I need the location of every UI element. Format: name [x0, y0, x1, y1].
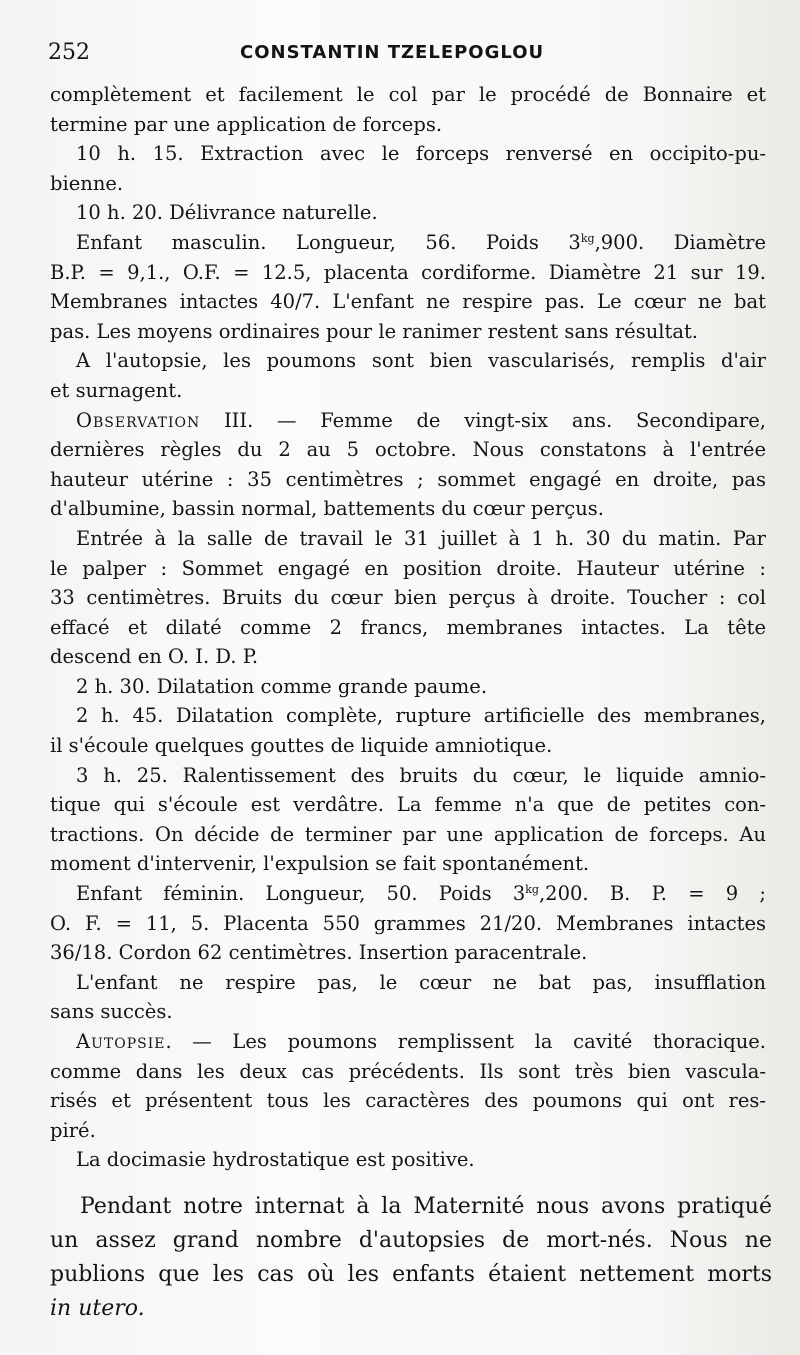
- line-text: tique qui s'écoule est verdâtre. La femme n'a que de petites con-: [50, 793, 766, 817]
- text-line: [50, 642, 766, 672]
- text-line: [50, 465, 766, 495]
- closing-line: [50, 1190, 772, 1224]
- text-line: [50, 406, 766, 436]
- text-line: [50, 317, 766, 347]
- line-text: hauteur utérine : 35 centimètres ; sommet engagé en droite, pas: [50, 467, 766, 491]
- text-line: [50, 701, 766, 731]
- text-line: [50, 228, 766, 258]
- running-title: CONSTANTIN TZELEPOGLOU: [240, 42, 545, 63]
- small-caps-heading: Autopsie: [76, 1030, 166, 1053]
- line-text: 10 h. 15. Extraction avec le forceps renversé en occipito-pu-: [76, 142, 766, 166]
- line-text: in utero.: [50, 1296, 145, 1321]
- line-text: III. — Femme de vingt-six ans. Secondipare,: [200, 408, 766, 432]
- text-line: [50, 287, 766, 317]
- text-line: [50, 1145, 766, 1175]
- line-text: Membranes intactes 40/7. L'enfant ne respire pas. Le cœur ne bat: [50, 290, 766, 314]
- line-text: 10 h. 20. Délivrance naturelle.: [76, 201, 378, 225]
- line-text: La docimasie hydrostatique est positive.: [76, 1148, 475, 1172]
- line-text: le palper : Sommet engagé en position droite. Hauteur utérine :: [50, 556, 766, 580]
- text-line: [50, 1086, 766, 1116]
- text-line: [50, 879, 766, 909]
- line-text-tail: ,900. Diamètre: [594, 230, 767, 254]
- line-text: effacé et dilaté comme 2 francs, membranes intactes. La tête: [50, 615, 766, 639]
- text-line: [50, 731, 766, 761]
- text-line: [50, 376, 766, 406]
- text-line: [50, 613, 766, 643]
- text-line: [50, 1116, 766, 1146]
- unit-superscript: kg: [525, 883, 539, 897]
- closing-line: [50, 1292, 772, 1326]
- line-text: 36/18. Cordon 62 centimètres. Insertion paracentrale.: [50, 941, 588, 965]
- line-text: un assez grand nombre d'autopsies de mort-nés. Nous ne: [50, 1228, 772, 1253]
- line-text: termine par une application de forceps.: [50, 112, 443, 136]
- line-text: comme dans les deux cas précédents. Ils sont très bien vascula-: [50, 1059, 766, 1083]
- line-text: Enfant masculin. Longueur, 56. Poids 3: [76, 230, 581, 254]
- line-text-tail: ,200. B. P. = 9 ;: [538, 882, 766, 906]
- text-line: [50, 849, 766, 879]
- text-line: [50, 1057, 766, 1087]
- line-text: O. F. = 11, 5. Placenta 550 grammes 21/20. Membranes intactes: [50, 911, 766, 935]
- line-text: complètement et facilement le col par le procédé de Bonnaire et: [50, 83, 766, 106]
- line-text: dernières règles du 2 au 5 octobre. Nous constatons à l'entrée: [50, 438, 766, 462]
- unit-superscript: kg: [580, 231, 595, 245]
- closing-paragraph: [50, 1190, 772, 1326]
- line-text: L'enfant ne respire pas, le cœur ne bat pas, insufflation: [76, 970, 766, 994]
- line-text: sans succès.: [50, 1000, 173, 1024]
- text-line: [50, 346, 766, 376]
- running-head: [48, 40, 760, 70]
- line-text: piré.: [50, 1118, 96, 1142]
- text-line: [50, 790, 766, 820]
- line-text: Pendant notre internat à la Maternité nous avons pratiqué: [80, 1194, 772, 1219]
- line-text: moment d'intervenir, l'expulsion se fait spontanément.: [50, 852, 590, 876]
- line-text: B.P. = 9,1., O.F. = 12.5, placenta cordiforme. Diamètre 21 sur 19.: [50, 260, 766, 284]
- line-text: 2 h. 30. Dilatation comme grande paume.: [76, 674, 488, 698]
- line-text: A l'autopsie, les poumons sont bien vascularisés, remplis d'air: [76, 349, 766, 373]
- text-line: [50, 494, 766, 524]
- line-text: et surnagent.: [50, 378, 183, 402]
- text-line: [50, 997, 766, 1027]
- line-text: 2 h. 45. Dilatation complète, rupture artificielle des membranes,: [76, 704, 766, 728]
- text-line: [50, 968, 766, 998]
- line-text: pas. Les moyens ordinaires pour le ranimer restent sans résultat.: [50, 319, 698, 343]
- page-number: 252: [48, 40, 90, 65]
- text-line: [50, 1027, 766, 1057]
- text-line: [50, 169, 766, 199]
- text-line: [50, 583, 766, 613]
- text-line: [50, 761, 766, 791]
- text-line: [50, 554, 766, 584]
- text-line: [50, 139, 766, 169]
- text-line: [50, 435, 766, 465]
- body-text: [50, 80, 766, 1175]
- small-caps-heading: Observation: [76, 408, 201, 432]
- line-text: publions que les cas où les enfants étaient nettement morts: [50, 1262, 772, 1287]
- line-text: tractions. On décide de terminer par une application de forceps. Au: [50, 822, 766, 846]
- line-text: bienne.: [50, 171, 124, 195]
- line-text: Enfant féminin. Longueur, 50. Poids 3: [76, 882, 526, 906]
- text-line: [50, 909, 766, 939]
- text-line: [50, 938, 766, 968]
- text-line: [50, 80, 766, 110]
- text-line: [50, 524, 766, 554]
- text-line: [50, 110, 766, 140]
- closing-line: [50, 1224, 772, 1258]
- line-text: . — Les poumons remplissent la cavité thoracique.: [165, 1030, 766, 1053]
- line-text: Entrée à la salle de travail le 31 juillet à 1 h. 30 du matin. Par: [76, 526, 766, 550]
- closing-line: [50, 1258, 772, 1292]
- line-text: d'albumine, bassin normal, battements du cœur perçus.: [50, 497, 604, 521]
- text-line: [50, 258, 766, 288]
- text-line: [50, 198, 766, 228]
- line-text: 3 h. 25. Ralentissement des bruits du cœur, le liquide amnio-: [76, 763, 766, 787]
- text-line: [50, 820, 766, 850]
- line-text: 33 centimètres. Bruits du cœur bien perçus à droite. Toucher : col: [50, 586, 766, 610]
- line-text: risés et présentent tous les caractères des poumons qui ont res-: [50, 1089, 766, 1113]
- line-text: descend en O. I. D. P.: [50, 645, 259, 669]
- line-text: il s'écoule quelques gouttes de liquide amniotique.: [50, 734, 553, 758]
- text-line: [50, 672, 766, 702]
